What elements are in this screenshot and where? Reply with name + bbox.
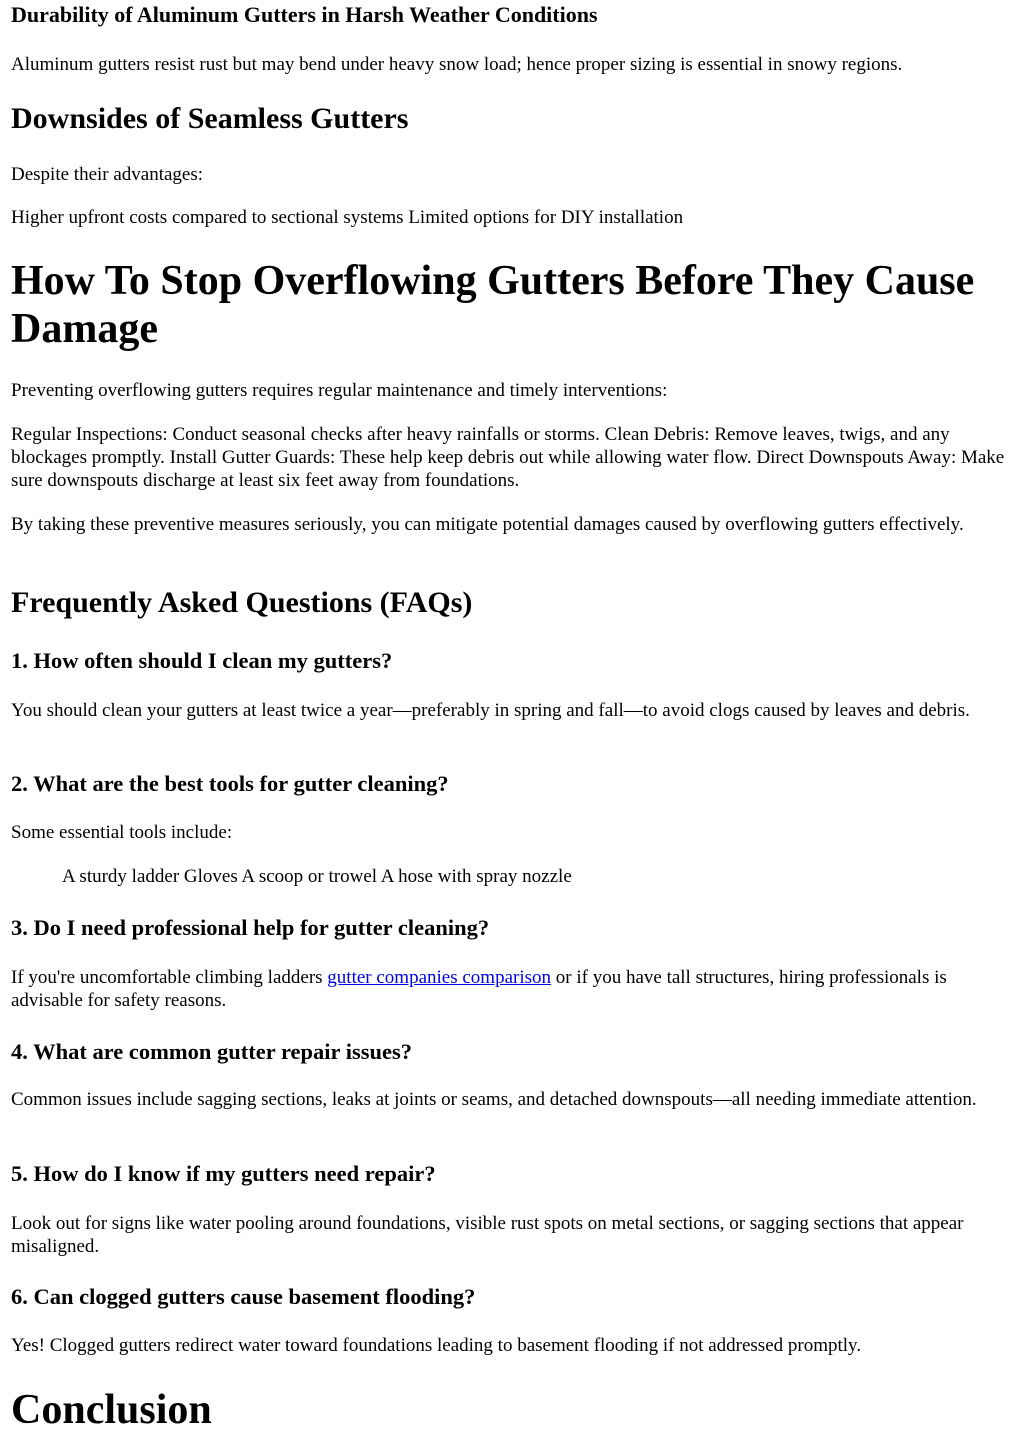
- durability-heading: Durability of Aluminum Gutters in Harsh Weather Conditions: [11, 2, 598, 27]
- overflow-outro: By taking these preventive measures seriously, you can mitigate potential damages caused by overflowing gutters effectively.: [11, 514, 964, 535]
- downsides-heading: Downsides of Seamless Gutters: [11, 102, 409, 135]
- downsides-intro: Despite their advantages:: [11, 164, 204, 185]
- overflow-intro: Preventing overflowing gutters requires regular maintenance and timely interventions:: [11, 380, 668, 401]
- faq-heading: Frequently Asked Questions (FAQs): [11, 586, 473, 619]
- overflow-list: Regular Inspections: Conduct seasonal checks after heavy rainfalls or storms. Clean Debris: Remove leaves, twigs, and any blockages promptly. Install Gutter Guards: These help keep debris out while allowing water flow. Direct Downspouts Away: Make sure downspouts discharge at least six feet away from foundations.: [11, 424, 1005, 491]
- downsides-list: Higher upfront costs compared to sectional systems Limited options for DIY installation: [11, 207, 684, 228]
- overflow-heading: How To Stop Overflowing Gutters Before They Cause Damage: [11, 258, 975, 352]
- faq-answer-3-text-before: If you're uncomfortable climbing ladders: [11, 967, 328, 988]
- faq-answer-4: Common issues include sagging sections, leaks at joints or seams, and detached downspouts—all needing immediate attention.: [11, 1089, 977, 1110]
- faq-answer-5: Look out for signs like water pooling around foundations, visible rust spots on metal sections, or sagging sections that appear misaligned.: [11, 1213, 964, 1257]
- gutter-companies-comparison-link[interactable]: gutter companies comparison: [327, 967, 552, 988]
- faq-question-2: 2. What are the best tools for gutter cleaning?: [11, 771, 449, 796]
- faq-answer-3-text-after: or if you have tall structures, hiring professionals is advisable for safety reasons.: [11, 967, 947, 1011]
- faq-question-5: 5. How do I know if my gutters need repair?: [11, 1161, 436, 1186]
- faq-question-6: 6. Can clogged gutters cause basement flooding?: [11, 1284, 476, 1309]
- faq-question-1: 1. How often should I clean my gutters?: [11, 648, 393, 673]
- faq-question-3: 3. Do I need professional help for gutter cleaning?: [11, 915, 490, 940]
- conclusion-heading: Conclusion: [11, 1387, 212, 1433]
- durability-paragraph: Aluminum gutters resist rust but may bend under heavy snow load; hence proper sizing is essential in snowy regions.: [11, 54, 903, 75]
- faq-answer-6: Yes! Clogged gutters redirect water toward foundations leading to basement flooding if not addressed promptly.: [11, 1335, 862, 1356]
- faq-answer-3: [11, 966, 1011, 1012]
- faq-answer-2-list: A sturdy ladder Gloves A scoop or trowel A hose with spray nozzle: [62, 866, 572, 887]
- faq-answer-2-intro: Some essential tools include:: [11, 822, 233, 843]
- faq-answer-1: You should clean your gutters at least twice a year—preferably in spring and fall—to avoid clogs caused by leaves and debris.: [11, 700, 970, 721]
- faq-question-4: 4. What are common gutter repair issues?: [11, 1039, 413, 1064]
